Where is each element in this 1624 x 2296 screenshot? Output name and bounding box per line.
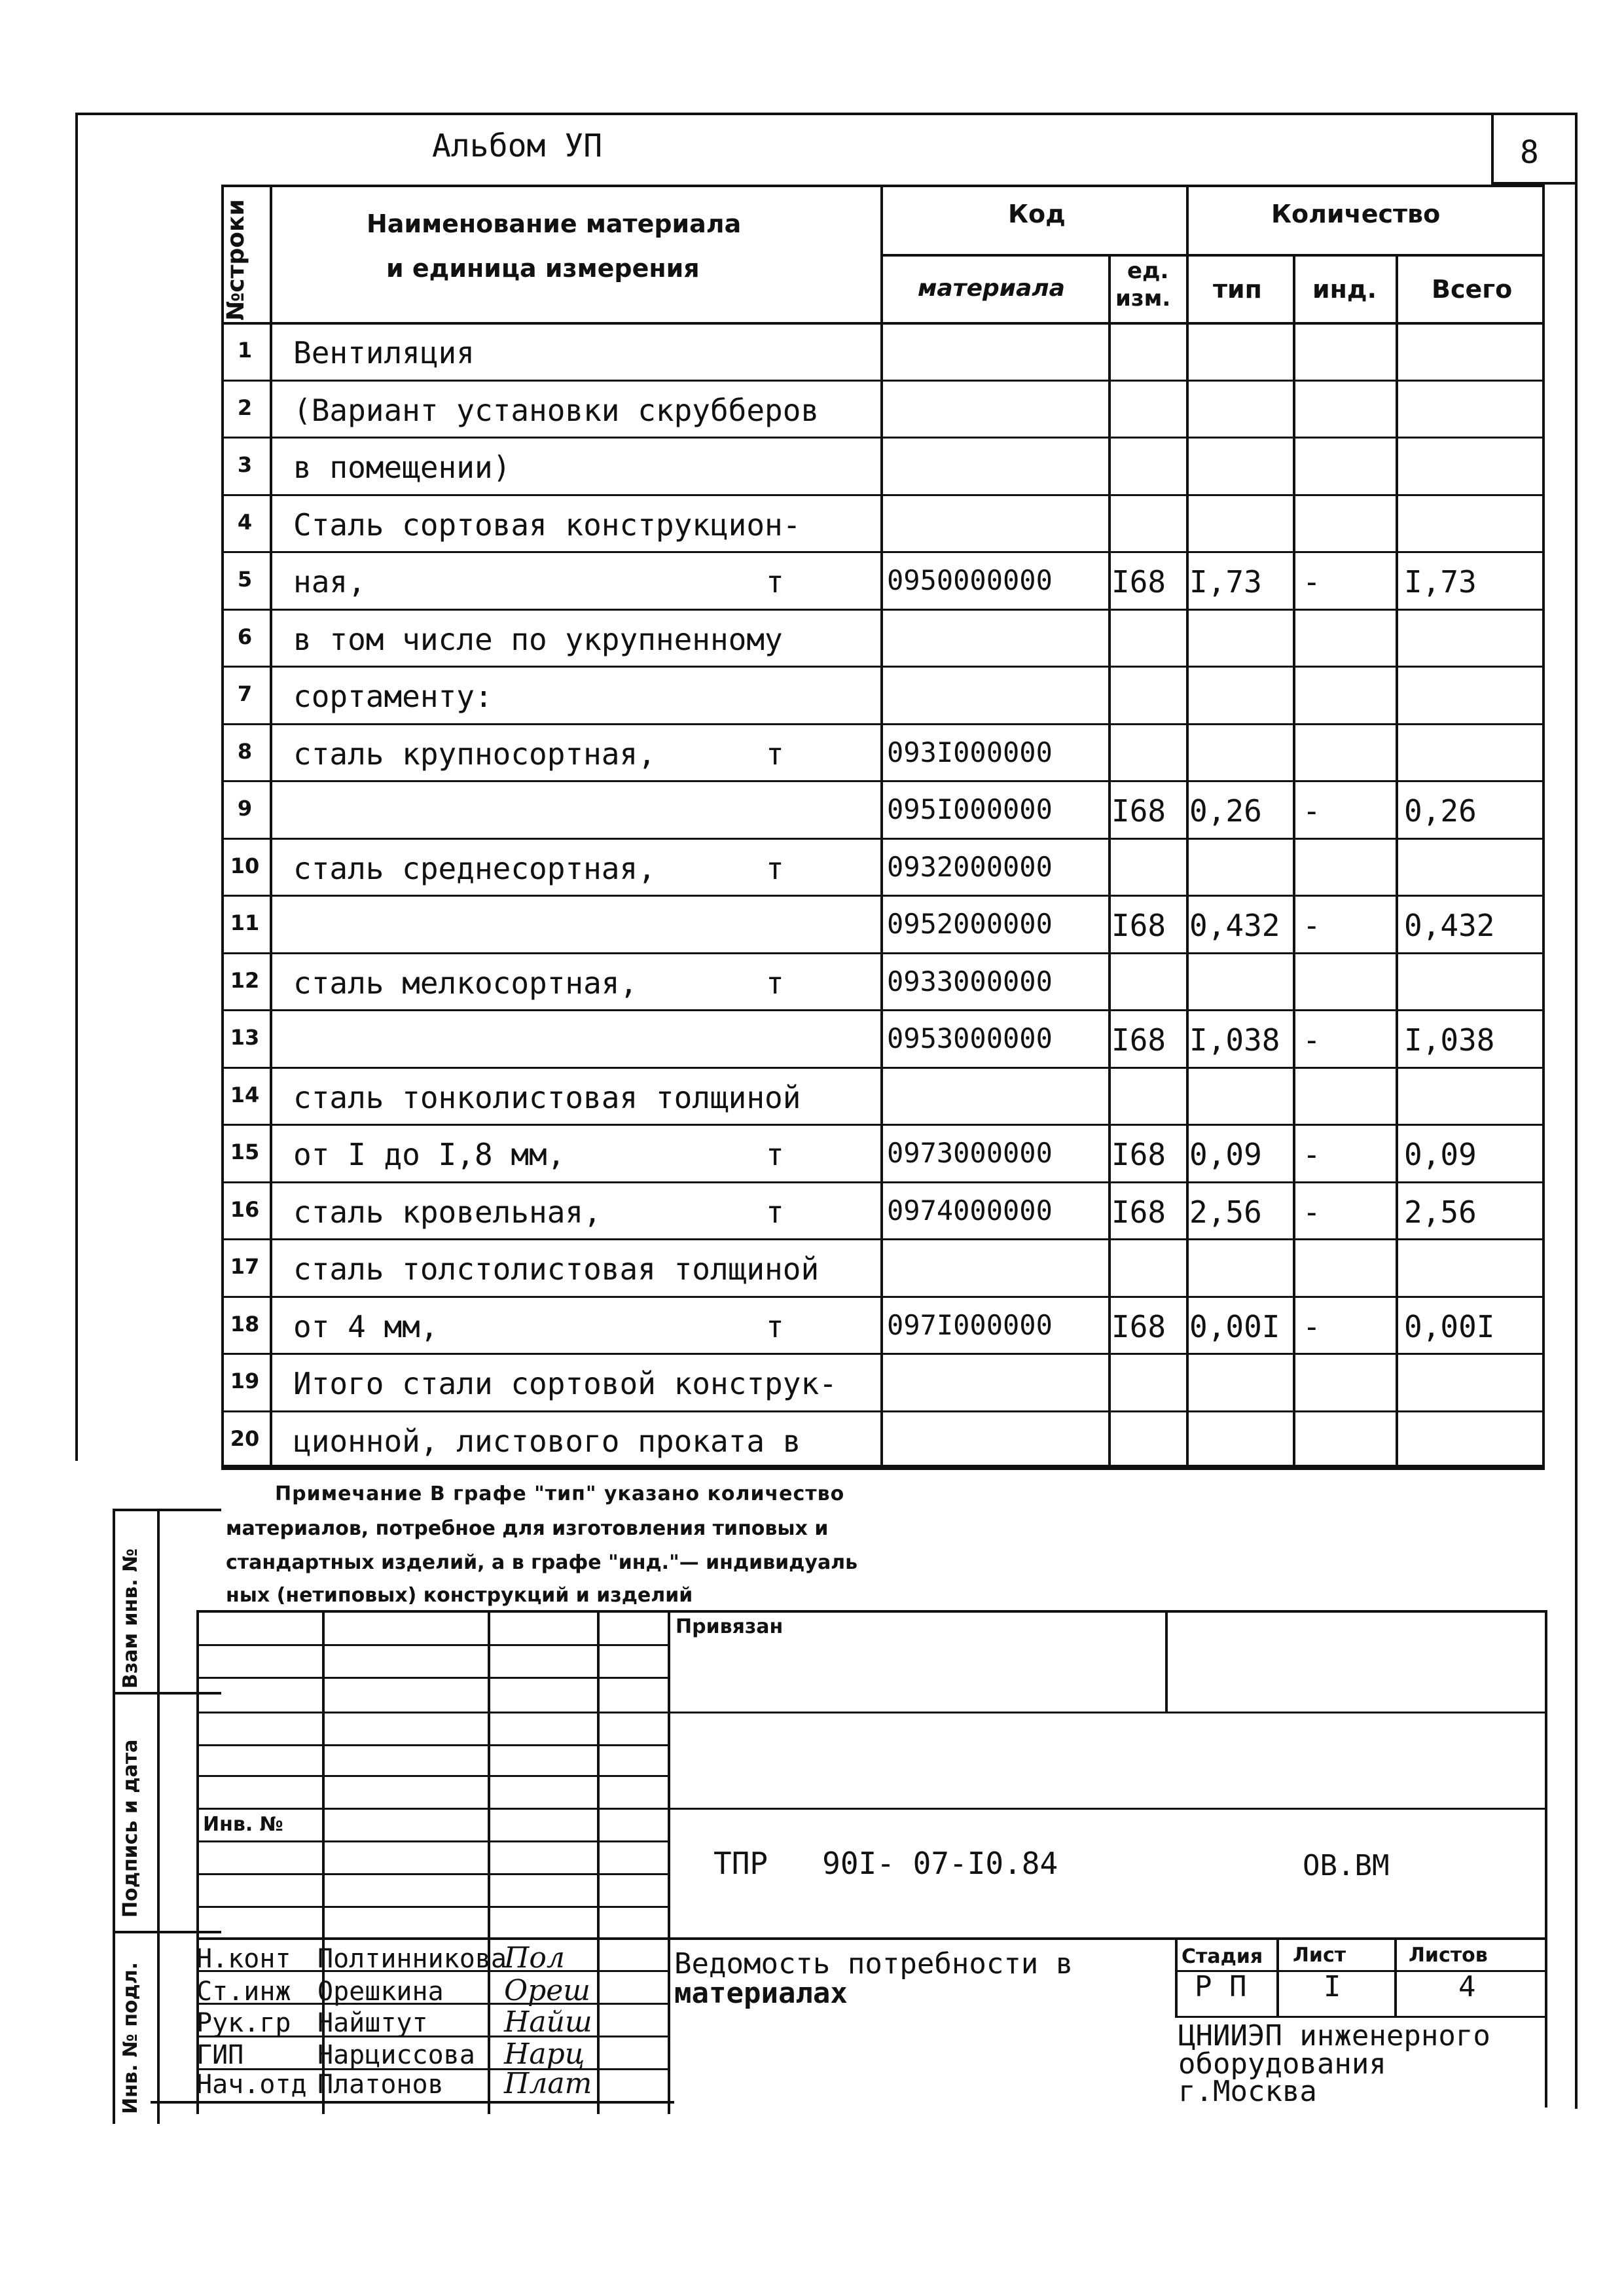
qty-type: I,038 — [1189, 1022, 1280, 1058]
row-divider — [221, 494, 1545, 496]
row-number: 4 — [237, 509, 253, 535]
side-label-inv-podl: Инв. № подл. — [119, 1962, 142, 2114]
stamp-left-line — [196, 1610, 199, 2114]
material-code: 0952000000 — [887, 908, 1053, 940]
stamp-row-4 — [196, 1744, 668, 1746]
material-name: сталь тонколистовая толщиной — [293, 1079, 801, 1115]
stamp-col-4 — [668, 1610, 670, 2114]
material-code: 093I000000 — [887, 736, 1053, 768]
qty-ind: - — [1303, 908, 1321, 943]
material-name: в том числе по укрупненному — [293, 621, 783, 657]
qty-type-header: тип — [1213, 275, 1262, 304]
qty-total-header: Всего — [1432, 275, 1513, 304]
row-number: 8 — [237, 738, 253, 764]
material-code: 095I000000 — [887, 793, 1053, 825]
privyazan-label: Привязан — [676, 1615, 784, 1638]
qty-ind: - — [1303, 793, 1321, 829]
qty-type: 0,00I — [1189, 1308, 1280, 1344]
qty-ind: - — [1303, 1308, 1321, 1344]
unit-code: I68 — [1111, 1137, 1166, 1172]
signer-role: Нач.отд — [196, 2070, 307, 2100]
unit-header-1: ед. — [1127, 258, 1169, 284]
qty-type: 2,56 — [1189, 1194, 1262, 1230]
row-divider — [221, 1238, 1545, 1240]
stage-col-2 — [1394, 1939, 1397, 2017]
row-number: 9 — [237, 796, 253, 821]
material-name: сортаменту: — [293, 679, 493, 714]
qty-total: 0,00I — [1404, 1308, 1495, 1344]
stage-label: Стадия — [1182, 1945, 1263, 1968]
material-code: 0932000000 — [887, 850, 1053, 883]
document-title-line1: Ведомость потребности в — [674, 1947, 1074, 1981]
table-bottom-line — [221, 1467, 1545, 1470]
frame-right-line — [1575, 113, 1578, 2109]
material-name: Сталь сортовая конструкцион- — [293, 507, 801, 543]
row-number: 12 — [230, 967, 260, 993]
stage-value: Р П — [1195, 1970, 1247, 2003]
code-material-header: материала — [918, 275, 1065, 302]
code-header: Код — [1008, 200, 1066, 228]
row-number: 7 — [237, 681, 253, 706]
stamp-row-2 — [196, 1677, 668, 1679]
side-label-vzam: Взам инв. № — [119, 1548, 142, 1689]
stamp-top-line — [196, 1610, 1545, 1613]
row-divider — [221, 1353, 1545, 1355]
stamp-row-10 — [196, 1937, 1545, 1940]
material-unit: т — [766, 1137, 784, 1172]
unit-code: I68 — [1111, 1022, 1166, 1058]
note-line-1: Примечание В графе "тип" указано количество — [275, 1482, 845, 1505]
row-divider — [221, 1009, 1545, 1011]
row-number: 11 — [230, 910, 260, 935]
material-unit: т — [766, 1194, 784, 1230]
signer-role: Н.конт — [196, 1944, 291, 1974]
sheet-label: Лист — [1293, 1944, 1346, 1967]
document-suffix: ОВ.ВМ — [1303, 1849, 1390, 1882]
material-name: сталь мелкосортная, — [293, 965, 638, 1001]
material-name: (Вариант установки скрубберов — [293, 392, 820, 428]
stamp-col-3 — [597, 1610, 600, 2114]
stamp-row-9 — [196, 1906, 668, 1908]
stage-col-left — [1175, 1939, 1178, 2017]
qty-total: 0,09 — [1404, 1137, 1477, 1172]
signer-name: Орешкина — [317, 1977, 444, 2007]
material-code: 0950000000 — [887, 564, 1053, 596]
strip-top-line — [113, 1509, 221, 1511]
unit-code: I68 — [1111, 908, 1166, 943]
sheets-value: 4 — [1458, 1970, 1476, 2003]
qty-ind: - — [1303, 1022, 1321, 1058]
material-code: 0974000000 — [887, 1194, 1053, 1227]
material-name: сталь кровельная, — [293, 1194, 602, 1230]
row-divider — [221, 895, 1545, 897]
strip-div-2 — [113, 1931, 221, 1933]
strip-div-1 — [113, 1692, 221, 1695]
organization-line2: оборудования — [1178, 2047, 1386, 2081]
col-line-4 — [1186, 185, 1189, 1467]
row-divider — [221, 723, 1545, 725]
material-name: ная, — [293, 564, 366, 600]
material-unit: т — [766, 965, 784, 1001]
signer-role: ГИП — [196, 2040, 244, 2070]
signature: Нарц — [504, 2037, 585, 2071]
qty-total: 0,432 — [1404, 908, 1495, 943]
name-header-line1: Наименование материала — [367, 209, 742, 238]
qty-ind: - — [1303, 1137, 1321, 1172]
row-number: 17 — [230, 1254, 260, 1279]
material-name: в помещении) — [293, 450, 511, 485]
row-divider — [221, 1181, 1545, 1183]
row-number: 2 — [237, 395, 253, 420]
organization-line1: ЦНИИЭП инженерного — [1178, 2019, 1490, 2053]
material-name: ционной, листового проката в — [293, 1423, 801, 1459]
qty-total: 0,26 — [1404, 793, 1477, 829]
note-line-4: ных (нетиповых) конструкций и изделий — [226, 1584, 693, 1607]
strip-left-line — [113, 1509, 115, 2124]
sheet-value: I — [1324, 1970, 1341, 2003]
stamp-col-2 — [488, 1610, 490, 2114]
signature: Плат — [504, 2067, 592, 2100]
material-unit: т — [766, 1308, 784, 1344]
qty-total: I,73 — [1404, 564, 1477, 600]
stage-col-1 — [1276, 1939, 1279, 2017]
frame-left-line — [75, 113, 78, 1461]
stamp-privyazan-right — [1165, 1610, 1168, 1712]
unit-code: I68 — [1111, 1308, 1166, 1344]
row-divider — [221, 1296, 1545, 1298]
album-title: Альбом УП — [432, 128, 603, 164]
organization-line3: г.Москва — [1178, 2075, 1317, 2108]
signer-name: Полтинникова — [317, 1944, 507, 1974]
row-number: 6 — [237, 624, 253, 649]
note-line-3: стандартных изделий, а в графе "инд."— индивидуаль — [226, 1551, 858, 1574]
row-number: 20 — [230, 1426, 260, 1451]
row-divider — [221, 952, 1545, 954]
row-number: 1 — [237, 338, 253, 363]
qty-ind-header: инд. — [1312, 275, 1377, 304]
row-divider — [221, 609, 1545, 611]
unit-code: I68 — [1111, 793, 1166, 829]
side-label-podpis: Подпись и дата — [119, 1739, 142, 1918]
row-divider — [221, 838, 1545, 840]
qty-total: I,038 — [1404, 1022, 1495, 1058]
row-number: 10 — [230, 853, 260, 878]
signature: Найш — [504, 2005, 592, 2039]
document-title-line2: материалах — [674, 1977, 848, 2010]
sheets-label: Листов — [1409, 1944, 1488, 1967]
row-number: 19 — [230, 1369, 260, 1393]
row-divider — [221, 1410, 1545, 1412]
unit-code: I68 — [1111, 564, 1166, 600]
signer-role: Ст.инж — [196, 1977, 291, 2007]
stamp-right-line — [1545, 1610, 1547, 2108]
signer-name: Нарциссова — [317, 2040, 475, 2070]
row-number: 16 — [230, 1196, 260, 1222]
material-unit: т — [766, 736, 784, 772]
material-unit: т — [766, 850, 784, 886]
sheet-number: 8 — [1520, 134, 1539, 171]
row-divider — [221, 1124, 1545, 1126]
unit-code: I68 — [1111, 1194, 1166, 1230]
stamp-row-8 — [196, 1873, 668, 1875]
row-number: 5 — [237, 567, 253, 592]
material-code: 0973000000 — [887, 1137, 1053, 1169]
row-number-header: №строки — [223, 199, 249, 321]
inv-no-label: Инв. № — [203, 1813, 283, 1836]
qty-ind: - — [1303, 1194, 1321, 1230]
material-code: 097I000000 — [887, 1308, 1053, 1341]
signer-role: Рук.гр — [196, 2008, 291, 2038]
row-divider — [221, 780, 1545, 782]
stamp-row-1 — [196, 1644, 668, 1646]
frame-top-line — [75, 113, 1578, 115]
material-name: от 4 мм, — [293, 1308, 439, 1344]
row-divider — [221, 437, 1545, 439]
name-header-line2: и единица измерения — [386, 254, 700, 283]
signer-name: Найштут — [317, 2008, 428, 2038]
col-line-2 — [880, 185, 883, 1467]
strip-right-line — [157, 1509, 160, 2124]
row-divider — [221, 666, 1545, 668]
material-name: сталь среднесортная, — [293, 850, 656, 886]
stamp-row-3 — [196, 1712, 1545, 1713]
signature: Ореш — [504, 1974, 590, 2007]
header-mid-line — [880, 254, 1545, 257]
qty-type: 0,26 — [1189, 793, 1262, 829]
document-code: ТПР 90I- 07-I0.84 — [713, 1846, 1058, 1881]
signature: Пол — [504, 1941, 565, 1975]
signer-name: Платонов — [317, 2070, 444, 2100]
stamp-bottom-line — [151, 2101, 674, 2104]
row-number: 15 — [230, 1139, 260, 1164]
stamp-row-5 — [196, 1775, 668, 1777]
stamp-row-6 — [196, 1808, 1545, 1810]
qty-type: I,73 — [1189, 564, 1262, 600]
quantity-header: Количество — [1271, 200, 1441, 228]
qty-type: 0,432 — [1189, 908, 1280, 943]
qty-ind: - — [1303, 564, 1321, 600]
material-name: сталь толстолистовая толщиной — [293, 1251, 820, 1287]
material-name: Итого стали сортовой конструк- — [293, 1366, 837, 1401]
row-number: 13 — [230, 1025, 260, 1050]
stamp-row-7 — [196, 1840, 668, 1842]
qty-type: 0,09 — [1189, 1137, 1262, 1172]
row-divider — [221, 380, 1545, 382]
row-divider — [221, 551, 1545, 553]
qty-total: 2,56 — [1404, 1194, 1477, 1230]
header-bottom-line — [221, 322, 1545, 325]
material-code: 0953000000 — [887, 1022, 1053, 1054]
material-unit: т — [766, 564, 784, 600]
note-line-2: материалов, потребное для изготовления типовых и — [226, 1517, 829, 1540]
unit-header-2: изм. — [1115, 285, 1171, 312]
material-name: Вентиляция — [293, 335, 475, 370]
row-number: 18 — [230, 1311, 260, 1336]
row-number: 3 — [237, 452, 253, 477]
material-name: сталь крупносортная, — [293, 736, 656, 772]
material-name: от I до I,8 мм, — [293, 1137, 566, 1172]
row-number: 14 — [230, 1082, 260, 1107]
material-code: 0933000000 — [887, 965, 1053, 997]
row-divider — [221, 1067, 1545, 1069]
stage-row-2 — [1175, 2016, 1545, 2018]
stamp-col-1 — [322, 1610, 325, 2114]
